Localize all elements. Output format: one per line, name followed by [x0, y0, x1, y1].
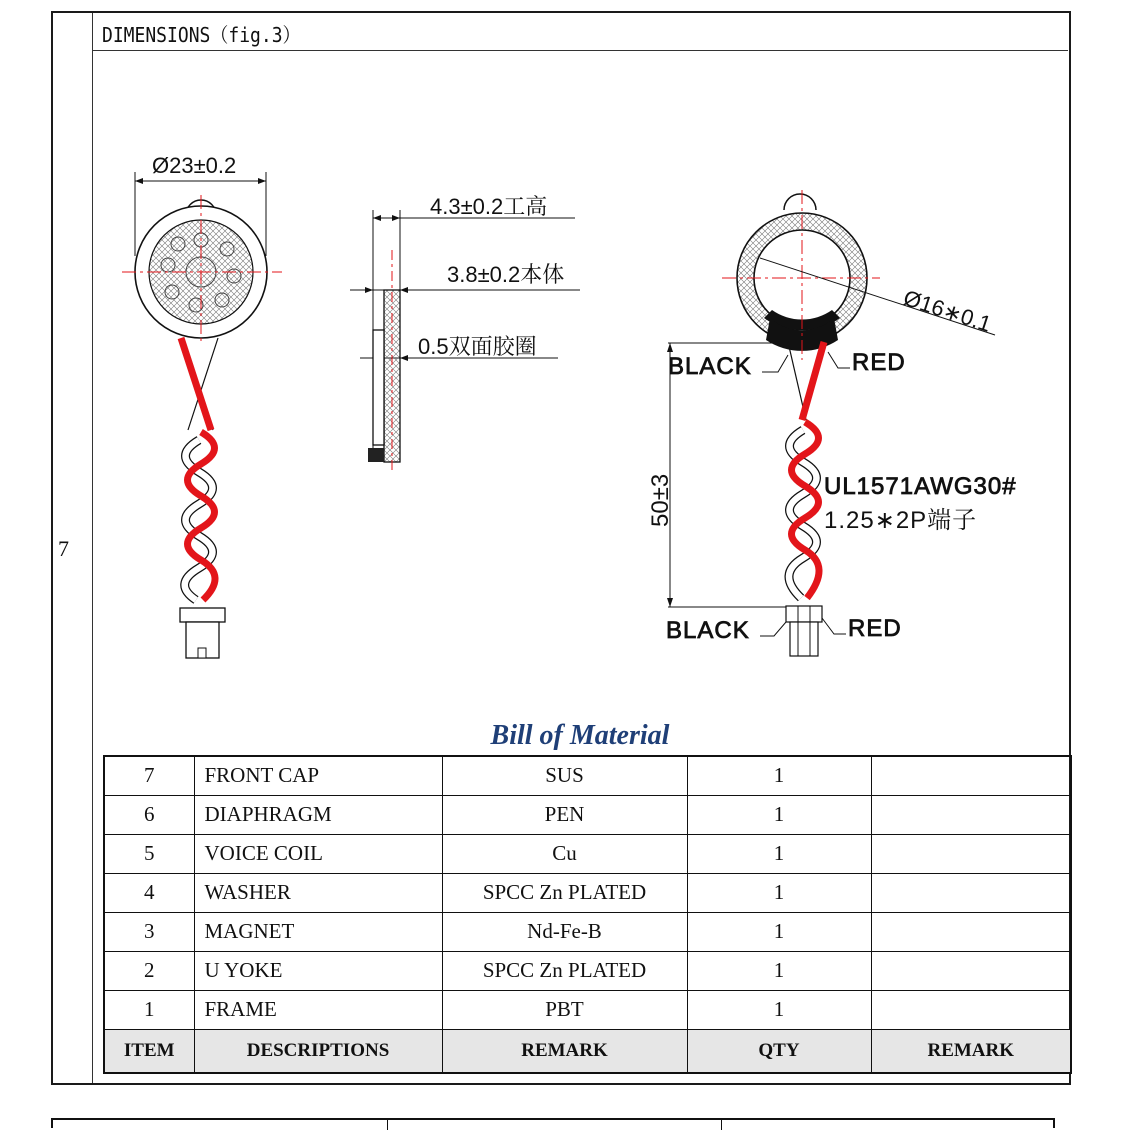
table-row	[104, 756, 1071, 795]
row-qty: 1	[687, 951, 871, 990]
row-description: WASHER	[194, 873, 442, 912]
row-item: 3	[104, 912, 194, 951]
row-material: SPCC Zn PLATED	[442, 951, 687, 990]
row-qty: 1	[687, 873, 871, 912]
row-qty: 1	[687, 990, 871, 1029]
back-view	[647, 190, 1017, 656]
bom-title: Bill of Material	[490, 720, 670, 751]
row-description: VOICE COIL	[194, 834, 442, 873]
row-material: SUS	[442, 756, 687, 795]
front-view	[122, 153, 282, 658]
row-material: Cu	[442, 834, 687, 873]
table-row	[104, 834, 1071, 873]
row-material: SPCC Zn PLATED	[442, 873, 687, 912]
header-item: ITEM	[104, 1029, 194, 1073]
row-description: MAGNET	[194, 912, 442, 951]
section-number: 7	[58, 536, 69, 561]
row-qty: 1	[687, 834, 871, 873]
wire-red-bottom: RED	[848, 615, 902, 642]
page-title: DIMENSIONS（fig.3）	[102, 23, 301, 47]
table-row	[104, 912, 1071, 951]
row-remark	[871, 990, 1071, 1029]
row-remark	[871, 951, 1071, 990]
row-qty: 1	[687, 795, 871, 834]
row-description: U YOKE	[194, 951, 442, 990]
adhesive-ring-label: 0.5双面胶圈	[418, 334, 537, 359]
wire-spec-line1: UL1571AWG30#	[824, 473, 1017, 500]
header-descriptions: DESCRIPTIONS	[194, 1029, 442, 1073]
row-qty: 1	[687, 756, 871, 795]
total-height-label: 4.3±0.2工高	[430, 194, 548, 219]
length-label: 50±3	[647, 473, 674, 527]
bom-header-row	[104, 1029, 1071, 1073]
row-description: FRAME	[194, 990, 442, 1029]
wire-black-bottom: BLACK	[666, 617, 750, 644]
row-item: 4	[104, 873, 194, 912]
table-row	[104, 951, 1071, 990]
row-qty: 1	[687, 912, 871, 951]
row-material: PEN	[442, 795, 687, 834]
table-row	[104, 990, 1071, 1029]
table-row	[104, 873, 1071, 912]
row-remark	[871, 834, 1071, 873]
row-item: 1	[104, 990, 194, 1029]
row-remark	[871, 912, 1071, 951]
dimension-drawing	[92, 52, 1068, 752]
row-remark	[871, 795, 1071, 834]
side-view	[350, 194, 580, 470]
row-material: PBT	[442, 990, 687, 1029]
wire-red-top: RED	[852, 349, 906, 376]
row-item: 6	[104, 795, 194, 834]
row-remark	[871, 873, 1071, 912]
row-remark	[871, 756, 1071, 795]
header-qty: QTY	[687, 1029, 871, 1073]
header-remark-material: REMARK	[442, 1029, 687, 1073]
table-row	[104, 795, 1071, 834]
next-table-edge	[51, 1118, 1055, 1128]
wire-black-top: BLACK	[668, 353, 752, 380]
header-remark: REMARK	[871, 1029, 1071, 1073]
bom-table	[103, 755, 1072, 1074]
row-description: FRONT CAP	[194, 756, 442, 795]
row-description: DIAPHRAGM	[194, 795, 442, 834]
body-height-label: 3.8±0.2本体	[447, 262, 565, 287]
row-item: 2	[104, 951, 194, 990]
ring-diameter-label: Ø16∗0.1	[900, 284, 995, 337]
front-diameter-label: Ø23±0.2	[152, 153, 237, 178]
row-item: 5	[104, 834, 194, 873]
row-item: 7	[104, 756, 194, 795]
row-material: Nd-Fe-B	[442, 912, 687, 951]
wire-spec-line2: 1.25∗2P端子	[824, 507, 978, 534]
